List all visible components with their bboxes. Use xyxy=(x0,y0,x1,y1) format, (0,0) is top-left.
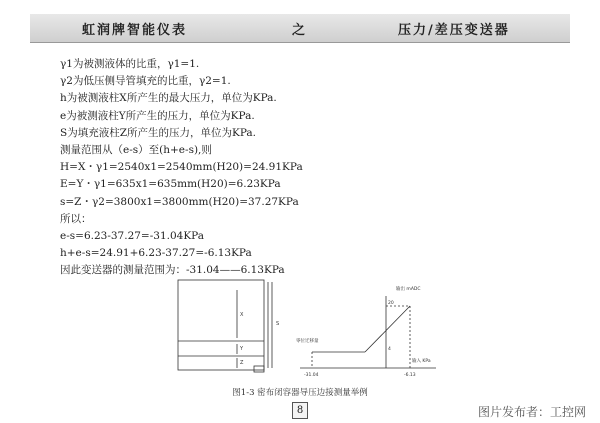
page-number: 8 xyxy=(292,402,308,419)
tank-diagram xyxy=(178,280,272,372)
figure-caption: 图1-3 密布闭容器导压边接测量举例 xyxy=(232,388,368,398)
graph-x-label: 输入 KPa xyxy=(412,359,431,364)
label-y: Y xyxy=(240,346,244,352)
body-line: s=Z・γ2=3800x1=3800mm(H20)=37.27KPa xyxy=(60,195,299,208)
graph-y-label: 输出 mADC xyxy=(396,287,421,292)
graph-y-top-tick: 20 xyxy=(388,301,394,306)
body-line: γ2为低压侧导管填充的比重，γ2=1. xyxy=(60,75,231,88)
body-line: S为填充液柱Z所产生的压力，单位为KPa. xyxy=(60,126,257,139)
graph-x-left-tick: -31.04 xyxy=(304,373,319,378)
graph-y-bottom-tick: 4 xyxy=(388,347,391,352)
body-line: 因此变送器的测量范围为：-31.04——6.13KPa xyxy=(60,264,285,277)
range-graph xyxy=(300,296,436,368)
body-line: 所以： xyxy=(60,212,92,225)
header-brand: 虹润牌智能仪表 xyxy=(82,23,188,38)
label-z: Z xyxy=(240,360,244,366)
output-ramp xyxy=(365,306,410,352)
header-connector: 之 xyxy=(292,23,308,38)
label-s: S xyxy=(276,321,280,327)
body-line: h+e-s=24.91+6.23-37.27=-6.13KPa xyxy=(60,247,252,260)
transmitter-box xyxy=(254,366,264,372)
body-line: e为被测液柱Y所产生的压力，单位为KPa. xyxy=(60,109,255,122)
tank-outline xyxy=(178,280,264,370)
body-line: 测量范围从（e-s）至(h+e-s),则 xyxy=(60,144,212,157)
graph-x-right-tick: -6.13 xyxy=(404,373,416,378)
header-topic: 压力/差压变送器 xyxy=(398,23,510,38)
body-line: γ1为被测液体的比重，γ1=1. xyxy=(60,58,200,70)
body-line: e-s=6.23-37.27=-31.04KPa xyxy=(60,230,205,243)
body-line: h为被测液柱X所产生的最大压力，单位为KPa. xyxy=(60,92,277,105)
watermark: 图片发布者：工控网 xyxy=(477,405,586,419)
zero-shift-annotation: 零位迁移量 xyxy=(296,339,319,344)
body-line: H=X・γ1=2540x1=2540mm(H20)=24.91KPa xyxy=(60,161,303,174)
body-line: E=Y・γ1=635x1=635mm(H20)=6.23KPa xyxy=(60,178,281,191)
label-x: X xyxy=(240,312,244,318)
